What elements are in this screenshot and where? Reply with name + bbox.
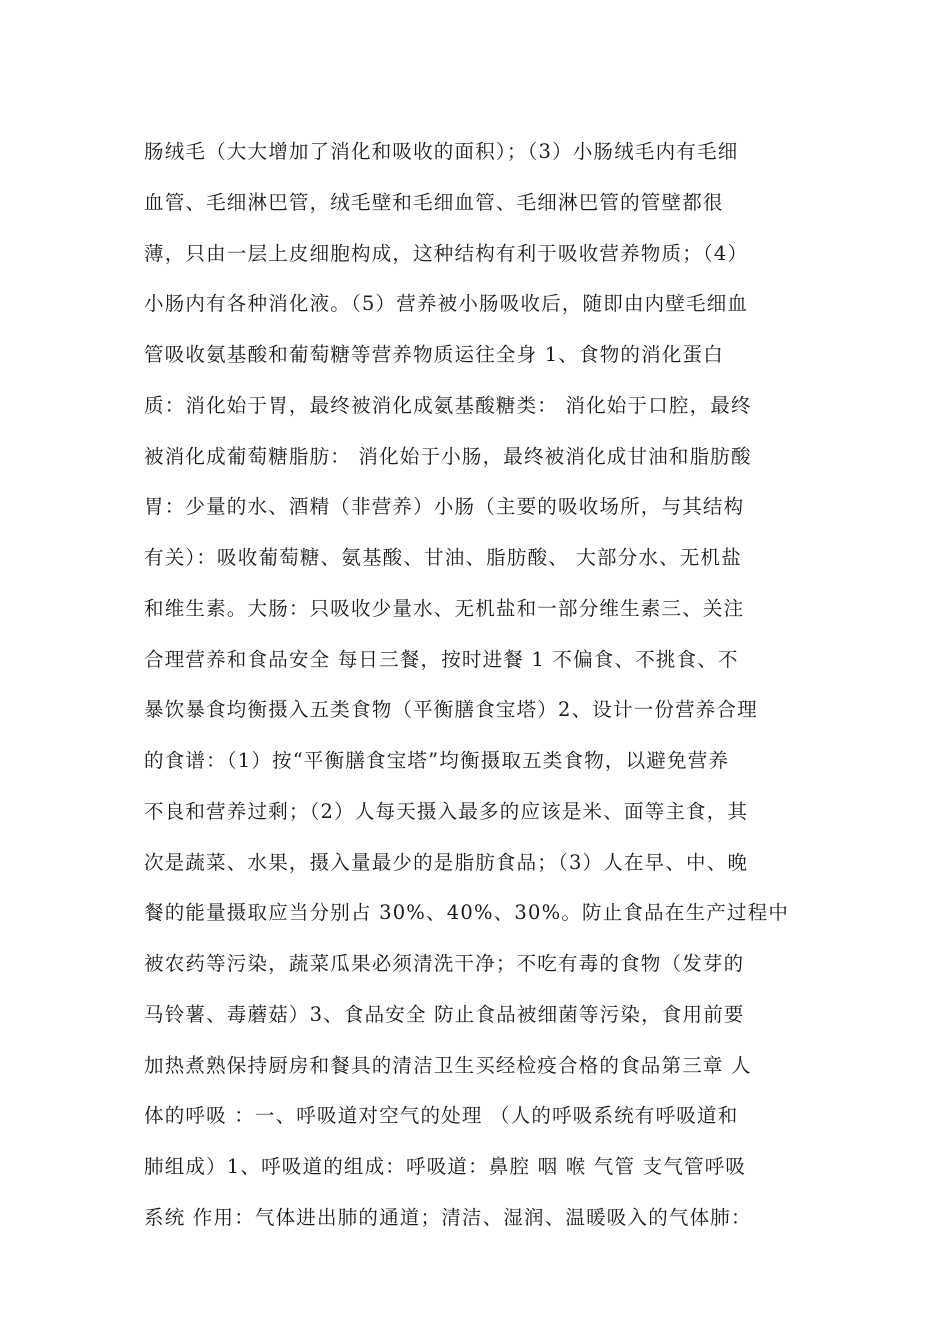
text-line: 马铃薯、毒蘑菇）3、食品安全 防止食品被细菌等污染，食用前要 <box>144 1002 745 1026</box>
text-line: 不良和营养过剩；（2）人每天摄入最多的应该是米、面等主食，其 <box>144 799 749 823</box>
text-line: 次是蔬菜、水果，摄入量最少的是脂肪食品；（3）人在早、中、晚 <box>144 850 749 874</box>
text-line: 加热煮熟保持厨房和餐具的清洁卫生买经检疫合格的食品第三章 人 <box>144 1053 752 1077</box>
body-text <box>144 134 814 1251</box>
text-line: 暴饮暴食均衡摄入五类食物（平衡膳食宝塔）2、设计一份营养合理 <box>144 698 758 722</box>
text-line: 胃：少量的水、酒精（非营养）小肠（主要的吸收场所，与其结构 <box>144 495 745 519</box>
text-line: 体的呼吸 ：一、呼吸道对空气的处理 （人的呼吸系统有呼吸道和 <box>144 1104 739 1128</box>
text-line: 系统 作用：气体进出肺的通道；清洁、湿润、温暖吸入的气体肺： <box>144 1205 752 1229</box>
text-line: 肺组成）1、呼吸道的组成：呼吸道：鼻腔 咽 喉 气管 支气管呼吸 <box>144 1155 747 1178</box>
text-line: 管吸收氨基酸和葡萄糖等营养物质运往全身 1、食物的消化蛋白 <box>144 343 724 366</box>
text-line: 的食谱：（1）按“平衡膳食宝塔”均衡摄取五类食物，以避免营养 <box>144 749 730 772</box>
text-line: 被农药等污染，蔬菜瓜果必须清洗干净；不吃有毒的食物（发芽的 <box>144 952 745 975</box>
text-line: 质：消化始于胃，最终被消化成氨基酸糖类： 消化始于口腔，最终 <box>144 393 752 417</box>
text-line: 合理营养和食品安全 每日三餐，按时进餐 1 不偏食、不挑食、不 <box>144 647 739 671</box>
text-line: 被消化成葡萄糖脂肪： 消化始于小肠，最终被消化成甘油和脂肪酸 <box>144 444 752 468</box>
text-line: 肠绒毛（大大增加了消化和吸收的面积）；（3）小肠绒毛内有毛细 <box>144 140 739 163</box>
text-line: 有关）：吸收葡萄糖、氨基酸、甘油、脂肪酸、 大部分水、无机盐 <box>144 546 742 569</box>
text-line: 薄，只由一层上皮细胞构成，这种结构有利于吸收营养物质；（4） <box>144 241 749 265</box>
text-line: 和维生素。大肠：只吸收少量水、无机盐和一部分维生素三、关注 <box>144 596 745 620</box>
text-line: 小肠内有各种消化液。（5）营养被小肠吸收后，随即由内壁毛细血 <box>144 292 749 316</box>
text-line: 餐的能量摄取应当分别占 30%、40%、30%。防止食品在生产过程中 <box>144 901 790 925</box>
text-line: 血管、毛细淋巴管，绒毛壁和毛细血管、毛细淋巴管的管壁都很 <box>144 190 724 214</box>
